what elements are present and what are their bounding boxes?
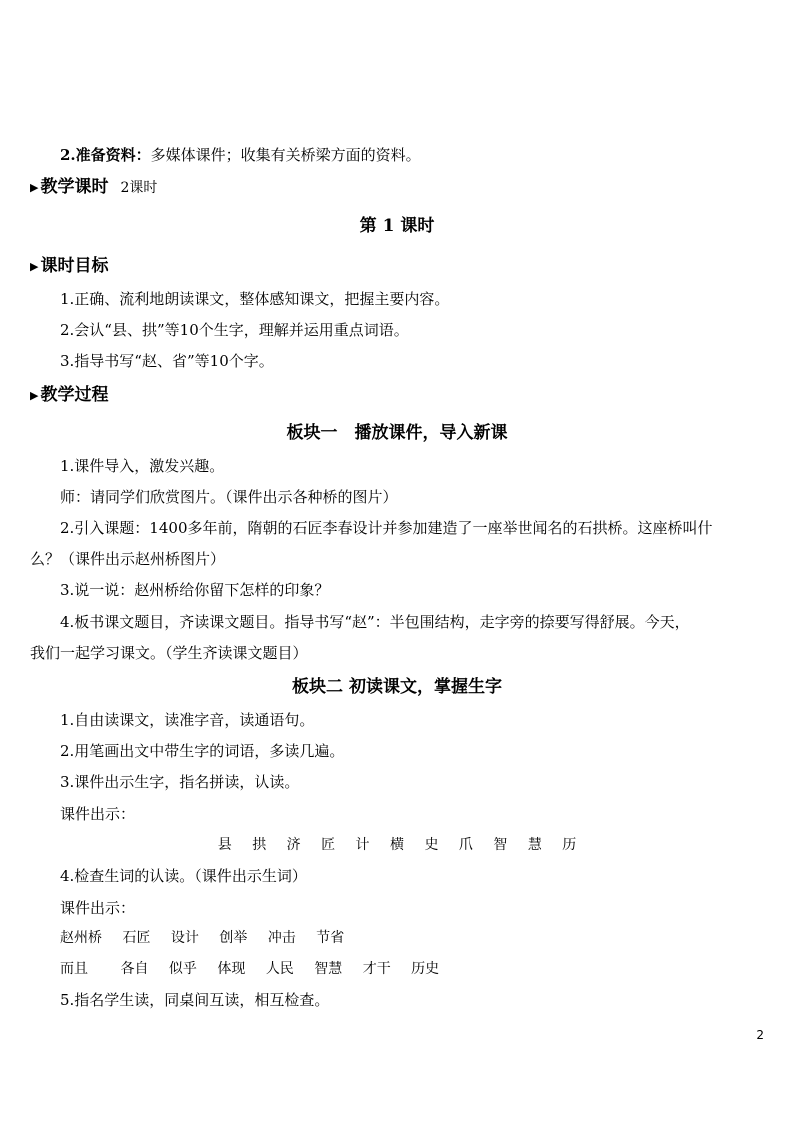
block1-line: 4.板书课文题目，齐读课文题目。指导书写“赵”：半包围结构，走字旁的捺要写得舒展。今天， [60,613,690,631]
block1-line: 1.课件导入，激发兴趣。 [60,457,225,475]
character-item: 横 [390,837,404,853]
triangle-marker-icon: ▶ [30,389,39,402]
word-item: 似乎 [168,961,197,977]
block2-line: 4.检查生词的认读。（课件出示生词） [60,867,307,885]
triangle-marker-icon: ▶ [30,260,39,273]
word-item: 人民 [265,961,294,977]
word-item: 历史 [411,961,440,977]
process-title: 教学过程 [40,385,109,405]
character-item: 计 [355,837,370,853]
process-heading [30,384,108,407]
word-item: 而且 [60,961,88,977]
block2-line: 课件出示： [60,899,136,917]
block2-title: 板块二 初读课文，掌握生字 [292,677,502,697]
word-item: 才干 [362,961,391,977]
block2-line: 5.指名学生读，同桌间互读，相互检查。 [60,991,330,1009]
character-item: 慧 [527,837,542,853]
character-list [0,835,794,855]
block2-line: 1.自由读课文，读准字音，读通语句。 [60,711,315,729]
block1-line: 3.说一说：赵州桥给你留下怎样的印象？ [60,581,330,599]
character-item: 智 [493,837,508,853]
word-row [60,928,360,948]
block1-line: 师：请同学们欣赏图片。（课件出示各种桥的图片） [60,488,398,506]
triangle-marker-icon: ▶ [30,181,39,194]
page-number: 2 [756,1028,764,1042]
goal-item: 1.正确、流利地朗读课文，整体感知课文，把握主要内容。 [60,290,450,308]
goals-heading [30,255,108,278]
goals-title: 课时目标 [40,256,109,276]
block1-line: 2.引入课题：1400多年前，隋朝的石匠李春设计并参加建造了一座举世闻名的石拱桥。这座桥叫什 [60,519,713,537]
word-item: 智慧 [314,961,343,977]
block1-title: 板块一 播放课件，导入新课 [286,423,508,443]
word-row [60,959,455,979]
block2-line: 2.用笔画出文中带生字的词语，多读几遍。 [60,742,345,760]
character-item: 爪 [458,837,473,853]
word-item: 节省 [316,930,345,946]
character-item: 县 [217,837,232,853]
word-item: 冲击 [267,930,296,946]
word-item: 体现 [217,961,246,977]
block2-line: 3.课件出示生字，指名拼读，认读。 [60,773,300,791]
character-item: 历 [562,837,577,853]
block2-line: 课件出示： [60,805,136,823]
character-item: 济 [286,837,301,853]
word-item: 石匠 [122,930,151,946]
class-hours-title: 教学课时 [40,177,109,197]
character-item: 匠 [321,837,336,853]
character-item: 拱 [252,837,267,853]
goal-item: 3.指导书写“赵、省”等10个字。 [60,352,274,370]
word-item: 设计 [170,930,199,946]
prep-label: 2.准备资料： [60,146,151,164]
class-hours-heading [30,176,157,199]
goal-item: 2.会认“县、拱”等10个生字，理解并运用重点词语。 [60,321,409,339]
character-item: 史 [424,837,439,853]
prep-text: 多媒体课件；收集有关桥梁方面的资料。 [150,146,421,164]
word-item: 创举 [219,930,248,946]
prep-line [60,145,421,165]
class-hours-value: 2课时 [120,180,158,196]
block1-line: 么？（课件出示赵州桥图片） [30,550,226,568]
block1-line: 我们一起学习课文。（学生齐读课文题目） [30,644,308,662]
word-item: 各自 [120,961,149,977]
lesson-title: 第 1 课时 [359,216,435,236]
word-item: 赵州桥 [60,930,102,946]
